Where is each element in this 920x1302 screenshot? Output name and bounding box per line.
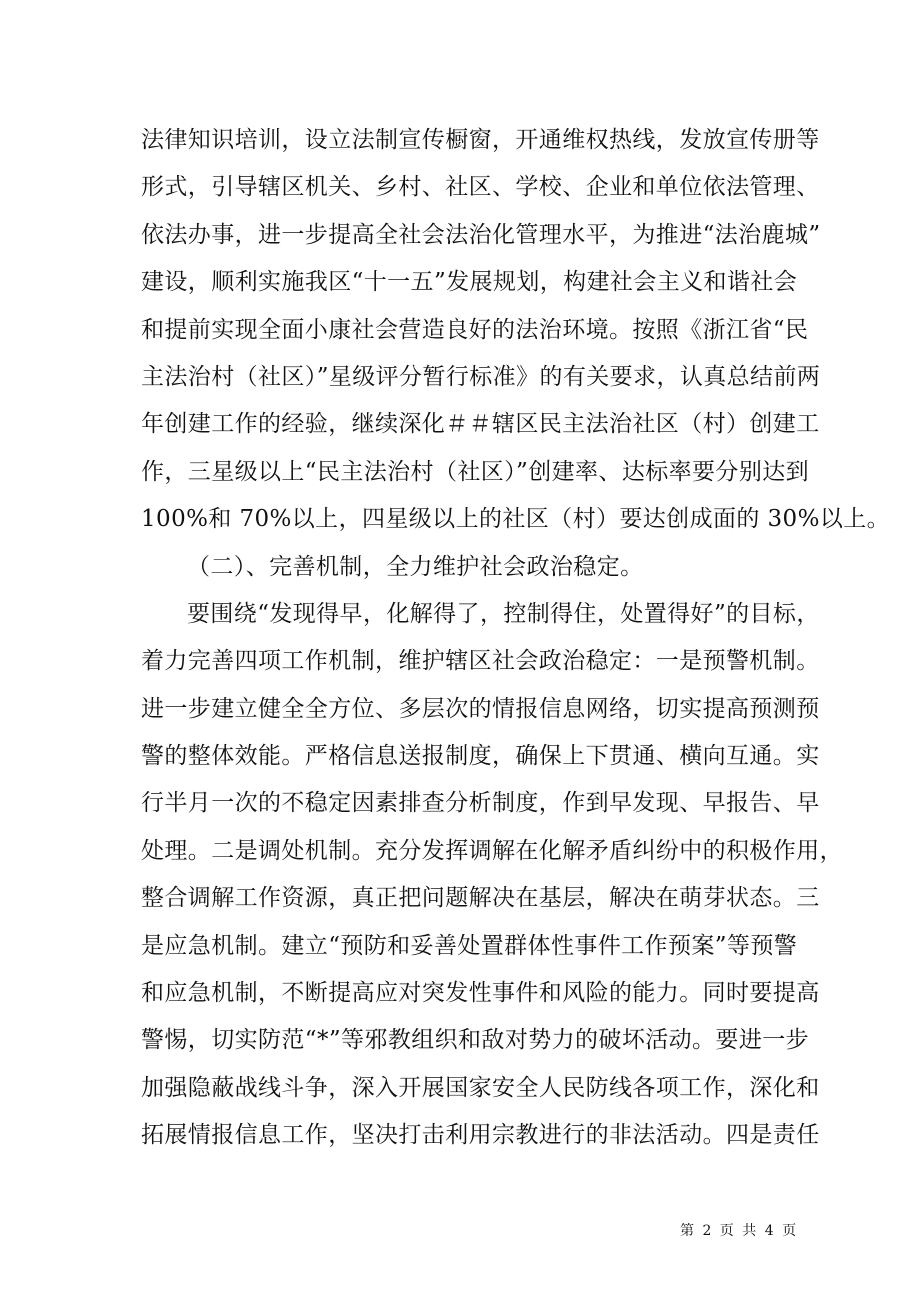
text-line: 和应急机制，不断提高应对突发性事件和风险的能力。同时要提高 <box>141 980 820 1007</box>
text-line: 建设，顺利实施我区“十一五”发展规划，构建社会主义和谐社会 <box>141 269 798 296</box>
text-line: 警惕，切实防范“*”等邪教组织和敌对势力的破坏活动。要进一步 <box>141 1027 810 1054</box>
text-line: 整合调解工作资源，真正把问题解决在基层，解决在萌芽状态。三 <box>141 885 820 912</box>
text-line: 年创建工作的经验，继续深化＃＃辖区民主法治社区（村）创建工 <box>141 411 820 438</box>
text-line: 处理。二是调处机制。充分发挥调解在化解矛盾纠纷中的积极作用， <box>141 837 843 864</box>
text-line: 主法治村（社区）”星级评分暂行标准》的有关要求，认真总结前两 <box>141 363 821 390</box>
text-line: 法律知识培训，设立法制宣传橱窗，开通维权热线，发放宣传册等 <box>141 127 820 153</box>
text-line: 着力完善四项工作机制，维护辖区社会政治稳定：一是预警机制。 <box>141 648 820 675</box>
text-line: 100%和 70%以上，四星级以上的社区（村）要达创成面的 30%以上。 <box>141 506 891 533</box>
paragraph-first-line: 要围绕“发现得早，化解得了，控制得住，处置得好”的目标， <box>187 600 820 627</box>
text-line: 行半月一次的不稳定因素排查分析制度，作到早发现、早报告、早 <box>141 790 820 817</box>
text-line: 拓展情报信息工作，坚决打击利用宗教进行的非法活动。四是责任 <box>141 1122 820 1149</box>
text-line: 警的整体效能。严格信息送报制度，确保上下贯通、横向互通。实 <box>141 743 820 770</box>
page-number-label: 第 2 页 共 4 页 <box>680 1223 799 1239</box>
text-line: 依法办事，进一步提高全社会法治化管理水平，为推进“法治鹿城” <box>141 221 821 248</box>
text-line: 是应急机制。建立“预防和妥善处置群体性事件工作预案”等预警 <box>141 932 798 959</box>
text-line: 形式，引导辖区机关、乡村、社区、学校、企业和单位依法管理、 <box>141 174 820 201</box>
text-line: 和提前实现全面小康社会营造良好的法治环境。按照《浙江省“民 <box>141 316 809 343</box>
page-number <box>680 1220 798 1240</box>
text-line: 进一步建立健全全方位、多层次的情报信息网络，切实提高预测预 <box>141 695 820 722</box>
body-text <box>141 117 891 1160</box>
section-heading: （二）、完善机制，全力维护社会政治稳定。 <box>187 553 644 580</box>
text-line: 作，三星级以上“民主法治村（社区）”创建率、达标率要分别达到 <box>141 458 810 485</box>
text-line: 加强隐蔽战线斗争，深入开展国家安全人民防线各项工作，深化和 <box>141 1074 820 1101</box>
